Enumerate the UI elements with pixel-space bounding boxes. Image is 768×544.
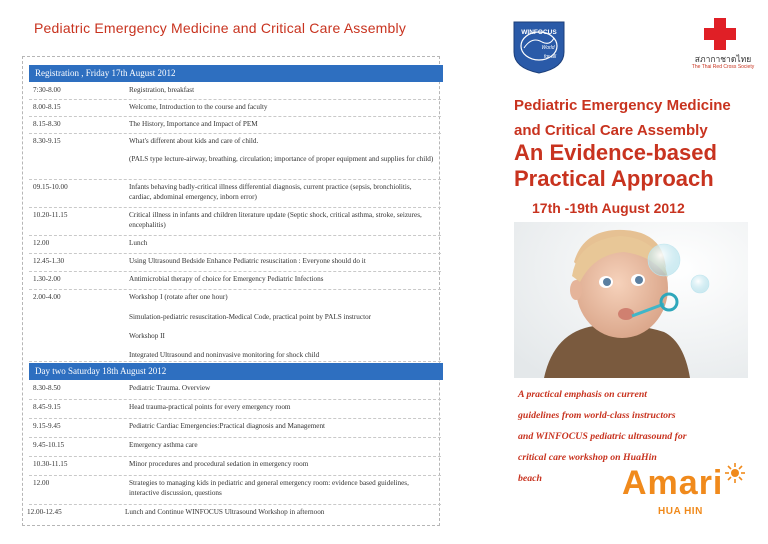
hero-line-2: and Critical Care Assembly [514, 122, 708, 139]
red-cross-thai-name: สภากาชาดไทย [694, 54, 752, 64]
row-time: 9.45-10.15 [33, 441, 65, 449]
hero-line-3: An Evidence-based [514, 140, 717, 165]
schedule-row [29, 134, 441, 180]
schedule-row [29, 400, 441, 419]
row-time: 9.15-9.45 [33, 422, 61, 430]
tagline-line: A practical emphasis on current [518, 389, 648, 400]
schedule-row [29, 117, 441, 134]
schedule-row [29, 83, 441, 100]
red-cross-english-name: The Thai Red Cross Society [691, 64, 755, 70]
row-activity: Using Ultrasound Bedside Enhance Pediatric resuscitation : Everyone should do it [129, 257, 366, 265]
tagline-line: guidelines from world-class instructors [518, 410, 676, 421]
child-photo-illustration [514, 222, 748, 378]
row-time: 09.15-10.00 [33, 183, 68, 191]
schedule-row [29, 208, 441, 236]
row-time: 8.15-8.30 [33, 120, 61, 128]
schedule-row [29, 505, 441, 524]
schedule-row [29, 476, 441, 505]
row-activity: Workshop I (rotate after one hour) [129, 293, 228, 301]
row-activity: Minor procedures and procedural sedation in emergency room [129, 460, 309, 468]
day-one-header: Registration , Friday 17th August 2012 [29, 65, 443, 82]
tagline-line: beach [518, 473, 542, 484]
row-time: 8.45-9.15 [33, 403, 61, 411]
schedule-row [29, 290, 441, 362]
row-activity: Critical illness in infants and children literature update (Septic shock, critical asthma, stroke, seizures, encephalitis) [129, 211, 422, 229]
schedule-row [29, 457, 441, 476]
row-activity-detail: Integrated Ultrasound and noninvasive monitoring for shock child [129, 351, 320, 359]
row-time: 8.30-9.15 [33, 137, 61, 145]
schedule-row [29, 100, 441, 117]
red-cross-icon [700, 14, 740, 54]
row-activity: Registration, breakfast [129, 86, 195, 94]
row-activity: Infants behaving badly-critical illness differential diagnosis, current practice (sepsis, bronchiolitis, cardiac, abdominal emergency, inborn error) [129, 183, 412, 201]
row-time: 8.00-8.15 [33, 103, 61, 111]
row-time: 10.30-11.15 [33, 460, 68, 468]
tagline-line: critical care workshop on HuaHin [518, 452, 657, 463]
schedule-row [29, 419, 441, 438]
tagline-line: and WINFOCUS pediatric ultrasound for [518, 431, 687, 442]
row-activity-detail: (PALS type lecture-airway, breathing, circulation; importance of proper equipment and supplies for child) [129, 155, 434, 163]
schedule-row [29, 254, 441, 272]
row-time: 1.30-2.00 [33, 275, 61, 283]
row-time: 12.00 [33, 479, 50, 487]
event-dates: 17th -19th August 2012 [532, 200, 685, 216]
row-time: 10.20-11.15 [33, 211, 68, 219]
amari-location: HUA HIN [658, 506, 703, 517]
winfocus-emblem-icon [512, 18, 566, 74]
row-time: 12.00-12.45 [27, 508, 62, 516]
winfocus-sub1: World [541, 45, 555, 51]
schedule-row [29, 272, 441, 290]
row-activity: The History, Importance and Impact of PEM [129, 120, 258, 128]
schedule-row [29, 180, 441, 208]
hero-line-4: Practical Approach [514, 166, 714, 191]
row-time: 2.00-4.00 [33, 293, 61, 301]
winfocus-sub2: for all [543, 54, 557, 60]
hero-line-1: Pediatric Emergency Medicine [514, 97, 731, 114]
red-cross-logo [700, 14, 740, 54]
row-time: 12.00 [33, 239, 50, 247]
amari-wordmark: Amari [622, 464, 724, 502]
sun-flower-icon [724, 462, 746, 484]
winfocus-name: WINFOCUS [521, 29, 557, 36]
row-activity: Strategies to managing kids in pediatric and general emergency room: evidence based guidelines, interactive discussion, questions [129, 479, 409, 497]
row-activity: Lunch and Continue WINFOCUS Ultrasound Workshop in afternoon [125, 508, 325, 516]
schedule-row [29, 381, 441, 400]
day-two-header: Day two Saturday 18th August 2012 [29, 363, 443, 380]
row-activity: Lunch [129, 239, 148, 247]
row-time: 8.30-8.50 [33, 384, 61, 392]
winfocus-logo [512, 18, 566, 74]
row-activity: Emergency asthma care [129, 441, 198, 449]
row-activity-detail: Workshop II [129, 332, 165, 340]
row-activity: Antimicrobial therapy of choice for Emergency Pediatric Infections [129, 275, 324, 283]
row-time: 7:30-8.00 [33, 86, 61, 94]
child-bubble-photo [514, 222, 748, 378]
schedule-panel [22, 56, 440, 526]
schedule-row [29, 438, 441, 457]
row-activity: Pediatric Cardiac Emergencies:Practical diagnosis and Management [129, 422, 326, 430]
row-activity: Pediatric Trauma. Overview [129, 384, 211, 392]
row-activity: Head trauma-practical points for every emergency room [129, 403, 291, 411]
row-activity: Welcome, Introduction to the course and faculty [129, 103, 268, 111]
amari-logo [618, 462, 758, 542]
row-activity: What's different about kids and care of child. [129, 137, 259, 145]
row-time: 12.45-1.30 [33, 257, 65, 265]
page-title: Pediatric Emergency Medicine and Critical Care Assembly [34, 20, 407, 36]
schedule-row [29, 236, 441, 254]
row-activity-detail: Simulation-pediatric resuscitation-Medical Code, practical point by PALS instructor [129, 313, 372, 321]
